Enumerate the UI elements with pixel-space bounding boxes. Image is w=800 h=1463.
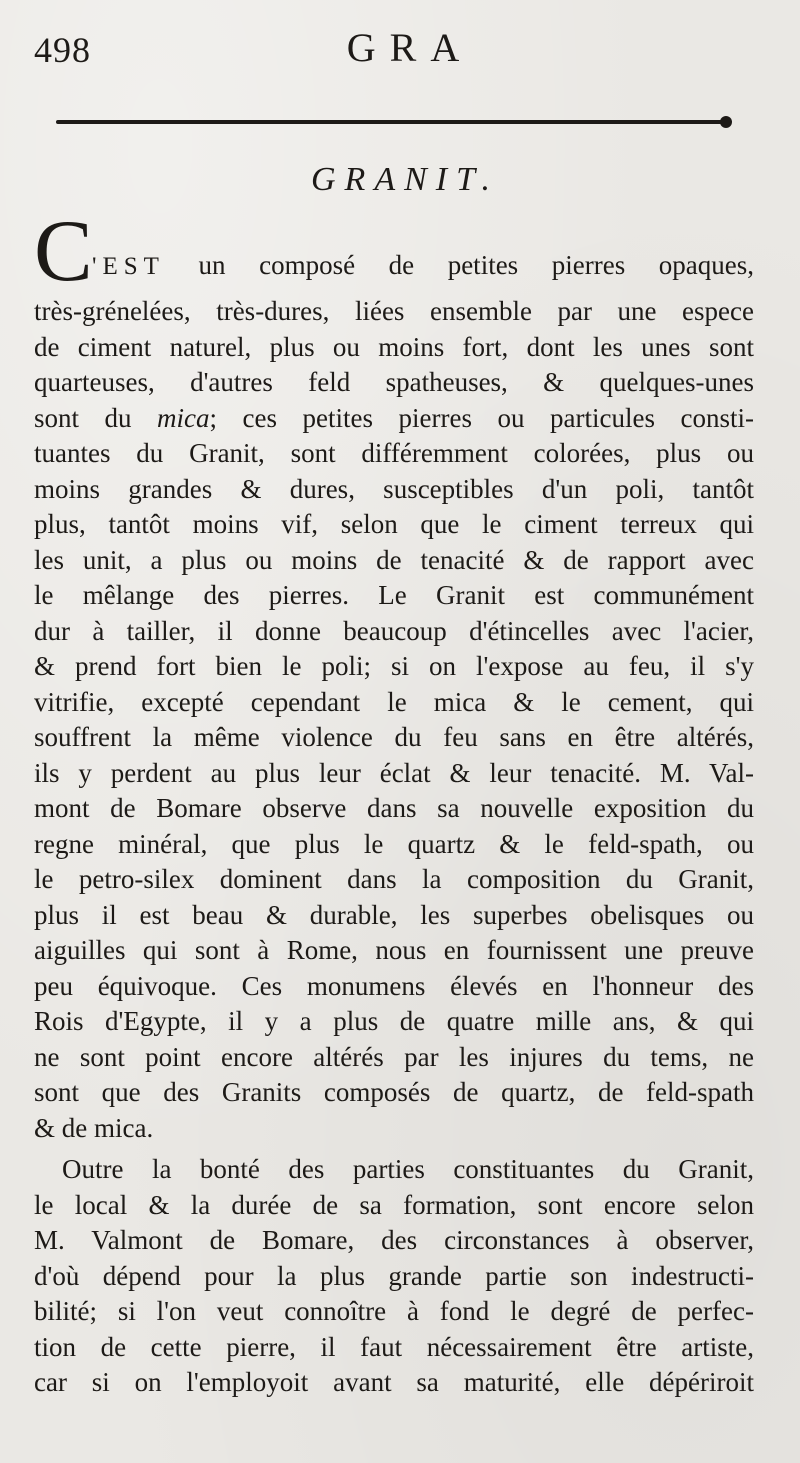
- text-line: souffrent la même violence du feu sans en être altérés,: [34, 722, 754, 752]
- first-line: [34, 203, 755, 300]
- text-line: & prend fort bien le poli; si on l'expose au feu, il s'y: [34, 651, 754, 681]
- text-line: regne minéral, que plus le quartz & le feld-spath, ou: [34, 828, 754, 859]
- text-line: bilité; si l'on veut connoître à fond le degré de perfec-: [34, 1296, 754, 1326]
- text-line: M. Valmont de Bomare, des circonstances à observer,: [34, 1225, 754, 1255]
- header-rule-ornament: [720, 116, 732, 128]
- text-line: le local & la durée de sa formation, sont encore selon: [34, 1189, 754, 1220]
- text-line: moins grandes & dures, susceptibles d'un poli, tantôt: [34, 473, 754, 504]
- text-line: peu équivoque. Ces monumens élevés en l'honneur des: [34, 970, 754, 1001]
- small-caps-word: 'EST: [92, 253, 165, 280]
- text-line: plus, tantôt moins vif, selon que le ciment terreux qui: [34, 509, 754, 539]
- text-line: ils y perdent au plus leur éclat & leur tenacité. M. Val-: [34, 757, 754, 788]
- text-line: Outre la bonté des parties constituantes du Granit,: [62, 1154, 754, 1184]
- text-line: tion de cette pierre, il faut nécessairement être artiste,: [34, 1331, 754, 1362]
- text-line: Rois d'Egypte, il y a plus de quatre mille ans, & qui: [34, 1006, 754, 1036]
- article-body: [34, 203, 755, 1401]
- article-title: GRANIT.: [311, 161, 499, 198]
- first-line-text: [92, 248, 754, 285]
- text-line: vitrifie, excepté cependant le mica & le cement, qui: [34, 686, 754, 717]
- text-line-mica: [34, 401, 754, 437]
- text-line: le petro-silex dominent dans la composition du Granit,: [34, 864, 754, 894]
- text-line: le mêlange des pierres. Le Granit est communément: [34, 580, 754, 610]
- drop-cap: C: [34, 203, 93, 300]
- text-line: car si on l'employoit avant sa maturité, elle dépériroit: [34, 1367, 754, 1397]
- header-rule: [56, 120, 728, 124]
- text-line: aiguilles qui sont à Rome, nous en fournissent une preuve: [34, 935, 754, 965]
- text-line: d'où dépend pour la plus grande partie son indestructi-: [34, 1260, 754, 1291]
- text-line: de ciment naturel, plus ou moins fort, dont les unes sont: [34, 331, 754, 362]
- text-line: quarteuses, d'autres feld spatheuses, & quelques-unes: [34, 367, 754, 397]
- text-segment: sont du: [34, 402, 158, 433]
- second-paragraph: [34, 1152, 754, 1401]
- text-line-last: & de mica.: [34, 1112, 154, 1143]
- page-number: 498: [34, 30, 91, 70]
- text-line: les unit, a plus ou moins de tenacité & de rapport avec: [34, 544, 754, 575]
- text-line: dur à tailler, il donne beaucoup d'étincelles avec l'acier,: [34, 615, 754, 646]
- text-line: plus il est beau & durable, les superbes obelisques ou: [34, 899, 754, 930]
- text-line: ne sont point encore altérés par les injures du tems, ne: [34, 1041, 754, 1072]
- text-line: sont que des Granits composés de quartz, de feld-spath: [34, 1077, 754, 1107]
- text-segment: ; ces petites pierres ou particules consti-: [209, 402, 754, 433]
- italic-word: mica: [157, 402, 210, 433]
- running-head: GRA: [346, 25, 474, 70]
- text-line: très-grénelées, très-dures, liées ensemble par une espece: [34, 296, 754, 326]
- first-line-rest: un composé de petites pierres opaques,: [198, 250, 755, 280]
- text-line: mont de Bomare observe dans sa nouvelle exposition du: [34, 793, 754, 823]
- text-line: tuantes du Granit, sont différemment colorées, plus ou: [34, 438, 754, 468]
